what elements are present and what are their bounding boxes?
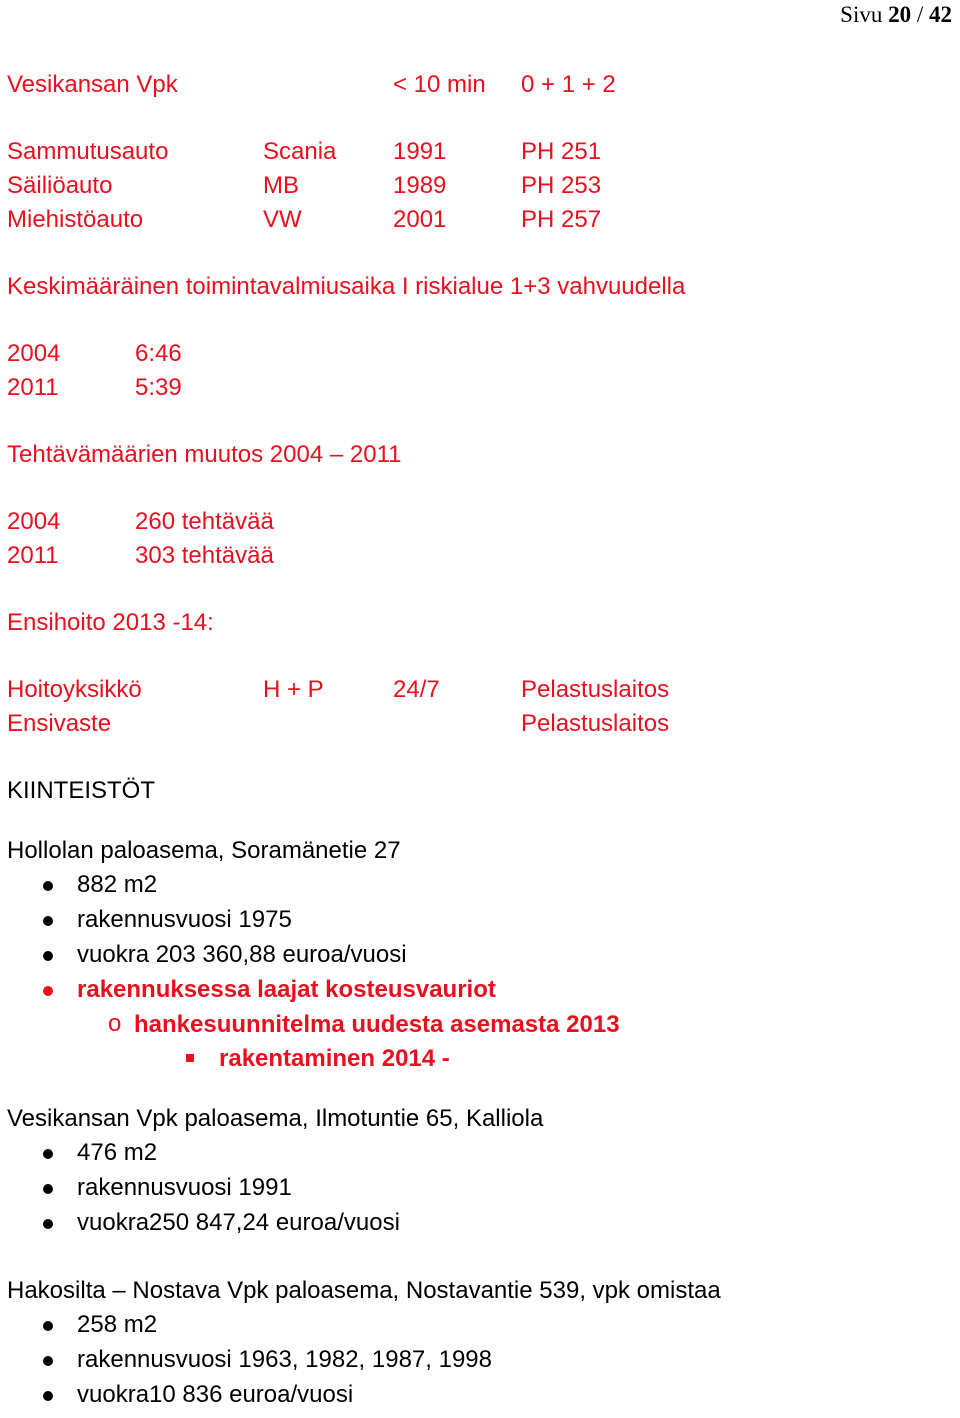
property-title <box>7 1274 952 1308</box>
property-details-list <box>7 868 952 1076</box>
station-name: Vesikansan Vpk <box>7 71 178 98</box>
ems-unit: Hoitoyksikkö <box>7 676 142 703</box>
vehicle-code: PH 253 <box>521 172 602 199</box>
list-item: rakennusvuosi 1991 <box>7 1171 952 1206</box>
page-prefix: Sivu <box>840 2 883 27</box>
ems-heading-text: Ensihoito 2013 -14: <box>7 609 214 636</box>
vehicle-type: Sammutusauto <box>7 138 169 165</box>
avg-time: 5:39 <box>135 374 182 401</box>
property-title <box>7 1102 952 1136</box>
task-count: 260 tehtävää <box>135 508 274 535</box>
vehicle-make: VW <box>263 206 302 233</box>
tasks-heading <box>7 438 952 472</box>
property-title-text: Hakosilta – Nostava Vpk paloasema, Nostavantie 539, vpk omistaa <box>7 1277 721 1304</box>
list-item-subsub: rakentaminen 2014 - <box>7 1042 952 1076</box>
list-item: 258 m2 <box>7 1308 952 1343</box>
avg-time-row <box>7 371 952 405</box>
crew-strength: 0 + 1 + 2 <box>521 71 616 98</box>
avg-response-heading-text: Keskimääräinen toimintavalmiusaika I riskialue 1+3 vahvuudella <box>7 273 686 300</box>
task-year: 2004 <box>7 508 61 535</box>
list-item-sub: o hankesuunnitelma uudesta asemasta 2013 <box>7 1008 952 1042</box>
vehicle-make: MB <box>263 172 299 199</box>
properties-heading-text: KIINTEISTÖT <box>7 777 156 804</box>
task-year: 2011 <box>7 542 59 569</box>
ems-provider: Pelastuslaitos <box>521 710 670 737</box>
avg-time-row <box>7 337 952 371</box>
list-item: 476 m2 <box>7 1136 952 1171</box>
vehicle-make: Scania <box>263 138 337 165</box>
property-title-text: Vesikansan Vpk paloasema, Ilmotuntie 65, Kalliola <box>7 1105 544 1132</box>
vehicle-row <box>7 135 952 169</box>
list-item: rakennusvuosi 1975 <box>7 903 952 938</box>
station-heading <box>7 68 952 102</box>
list-item-alert: rakennuksessa laajat kosteusvauriot <box>7 973 952 1008</box>
avg-year: 2004 <box>7 340 61 367</box>
list-item: 882 m2 <box>7 868 952 903</box>
property-details-list <box>7 1136 952 1241</box>
vehicle-year: 2001 <box>393 206 447 233</box>
page-number <box>840 0 952 32</box>
property-details-list <box>7 1308 952 1413</box>
task-row <box>7 539 952 573</box>
vehicle-code: PH 251 <box>521 138 602 165</box>
list-item: vuokra10 836 euroa/vuosi <box>7 1378 952 1413</box>
vehicle-row <box>7 169 952 203</box>
task-count: 303 tehtävää <box>135 542 274 569</box>
ems-row <box>7 707 952 741</box>
document-body <box>7 68 952 1413</box>
page-total: 42 <box>929 2 952 27</box>
avg-time: 6:46 <box>135 340 182 367</box>
tasks-heading-text: Tehtävämäärien muutos 2004 – 2011 <box>7 441 402 468</box>
avg-response-heading <box>7 270 952 304</box>
response-time: < 10 min <box>393 71 486 98</box>
page-current: 20 <box>888 2 912 27</box>
ems-hours: 24/7 <box>393 676 440 703</box>
property-title-text: Hollolan paloasema, Soramänetie 27 <box>7 837 401 864</box>
vehicle-year: 1991 <box>393 138 447 165</box>
page-separator: / <box>916 2 924 27</box>
vehicle-code: PH 257 <box>521 206 602 233</box>
ems-provider: Pelastuslaitos <box>521 676 670 703</box>
ems-crew: H + P <box>263 676 324 703</box>
vehicle-type: Miehistöauto <box>7 206 144 233</box>
list-item: vuokra250 847,24 euroa/vuosi <box>7 1206 952 1241</box>
vehicle-year: 1989 <box>393 172 447 199</box>
list-item: rakennusvuosi 1963, 1982, 1987, 1998 <box>7 1343 952 1378</box>
property-title <box>7 834 952 868</box>
vehicle-type: Säiliöauto <box>7 172 113 199</box>
list-item: vuokra 203 360,88 euroa/vuosi <box>7 938 952 973</box>
avg-year: 2011 <box>7 374 59 401</box>
ems-row <box>7 673 952 707</box>
properties-heading <box>7 774 952 808</box>
vehicle-row <box>7 203 952 237</box>
ems-unit: Ensivaste <box>7 710 112 737</box>
task-row <box>7 505 952 539</box>
ems-heading <box>7 606 952 640</box>
